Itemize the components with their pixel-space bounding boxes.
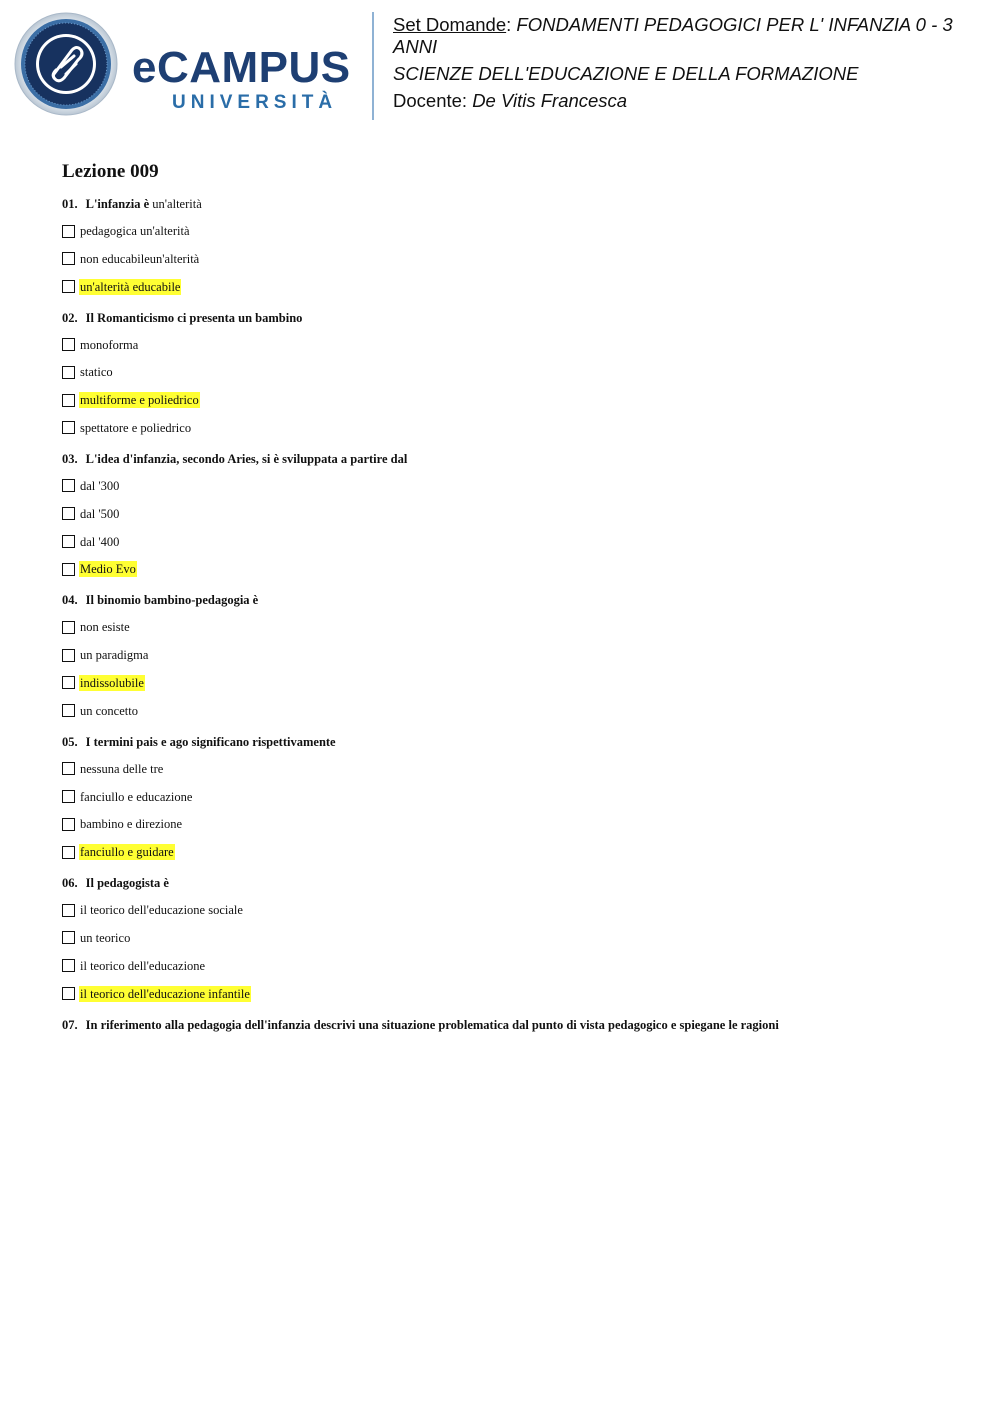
answer-checkbox[interactable] [62,790,75,803]
teacher-name: De Vitis Francesca [472,90,628,111]
answer-checkbox[interactable] [62,252,75,265]
answer-option[interactable] [62,477,962,495]
question-prompt: Il pedagogista è [85,876,169,891]
question-1 [62,196,962,296]
course-title: FONDAMENTI PEDAGOGICI PER L' INFANZIA 0 - 3 ANNI [393,14,953,57]
answer-checkbox[interactable] [62,846,75,859]
course-line [393,14,978,58]
answer-option[interactable] [62,250,962,268]
answer-label: il teorico dell'educazione [80,958,206,973]
question-number: 07. [62,1017,78,1032]
answer-label: un paradigma [80,648,149,663]
university-seal-icon [14,12,118,116]
question-prompt: I termini pais e ago significano rispettivamente [85,734,336,749]
answer-label: statico [80,365,113,380]
question-number: 03. [62,451,78,466]
lesson-title: Lezione 009 [62,161,159,182]
answer-label: spettatore e poliedrico [80,420,192,435]
correct-answer-label: indissolubile [80,675,144,690]
question-2 [62,310,962,437]
answer-option[interactable] [62,901,962,919]
answer-label: fanciullo e educazione [80,789,193,804]
answer-checkbox[interactable] [62,280,75,293]
answer-checkbox[interactable] [62,563,75,576]
answer-option[interactable] [62,618,962,636]
question-3 [62,451,962,578]
question-prompt-continued: un'alterità [152,197,202,211]
question-6 [62,875,962,1002]
correct-answer-label: fanciullo e guidare [80,845,174,860]
question-7 [62,1017,962,1033]
question-prompt: L'infanzia è [85,197,150,211]
answer-checkbox[interactable] [62,535,75,548]
answer-checkbox[interactable] [62,818,75,831]
answer-checkbox[interactable] [62,421,75,434]
answer-option[interactable] [62,674,962,692]
answer-label: monoforma [80,337,139,352]
answer-option[interactable] [62,646,962,664]
answer-label: dal '300 [80,478,120,493]
answer-checkbox[interactable] [62,225,75,238]
answer-checkbox[interactable] [62,987,75,1000]
answer-option[interactable] [62,222,962,240]
ecampus-logo [14,12,359,116]
teacher-line [393,90,978,112]
question-text [62,875,962,891]
answer-label: un teorico [80,930,131,945]
correct-answer-label: multiforme e poliedrico [80,393,199,408]
answer-option[interactable] [62,363,962,381]
answer-option[interactable] [62,957,962,975]
answer-label: dal '500 [80,506,120,521]
question-prompt: Il binomio bambino-pedagogia è [85,593,259,608]
set-separator: : [506,14,512,35]
answer-option[interactable] [62,843,962,861]
set-label: Set Domande [393,14,507,35]
question-number: 01. [62,197,78,211]
question-text [62,196,962,212]
question-set [62,160,962,1047]
answer-option[interactable] [62,533,962,551]
answer-option[interactable] [62,278,962,296]
question-4 [62,592,962,719]
answer-label: non educabileun'alterità [80,251,200,266]
question-list [62,196,962,1033]
question-number: 02. [62,310,78,325]
question-prompt: L'idea d'infanzia, secondo Aries, si è sviluppata a partire dal [85,451,408,466]
answer-checkbox[interactable] [62,366,75,379]
answer-option[interactable] [62,815,962,833]
question-text [62,592,962,608]
brand-name: eCAMPUS [132,43,351,92]
question-5 [62,734,962,861]
answer-option[interactable] [62,985,962,1003]
answer-label: il teorico dell'educazione sociale [80,903,243,918]
answer-option[interactable] [62,702,962,720]
answer-option[interactable] [62,760,962,778]
question-text [62,734,962,750]
answer-option[interactable] [62,391,962,409]
correct-answer-label: il teorico dell'educazione infantile [80,986,250,1001]
document-header-info [393,14,978,112]
answer-checkbox[interactable] [62,704,75,717]
answer-checkbox[interactable] [62,649,75,662]
answer-checkbox[interactable] [62,931,75,944]
question-number: 05. [62,734,78,749]
answer-option[interactable] [62,419,962,437]
answer-checkbox[interactable] [62,507,75,520]
degree-program: SCIENZE DELL'EDUCAZIONE E DELLA FORMAZIONE [393,63,859,84]
answer-checkbox[interactable] [62,479,75,492]
question-text [62,1017,962,1033]
answer-checkbox[interactable] [62,394,75,407]
question-text [62,310,962,326]
answer-checkbox[interactable] [62,762,75,775]
correct-answer-label: un'alterità educabile [80,279,181,294]
question-number: 06. [62,876,78,891]
answer-option[interactable] [62,505,962,523]
teacher-label: Docente: [393,90,468,111]
answer-option[interactable] [62,336,962,354]
answer-label: nessuna delle tre [80,761,164,776]
answer-label: bambino e direzione [80,817,183,832]
answer-label: dal '400 [80,534,120,549]
answer-checkbox[interactable] [62,621,75,634]
brand-subtitle: UNIVERSITÀ [172,92,338,113]
answer-checkbox[interactable] [62,904,75,917]
question-text [62,451,962,467]
answer-label: un concetto [80,703,138,718]
answer-label: pedagogica un'alterità [80,224,190,238]
header-divider [372,12,374,120]
answer-option[interactable] [62,929,962,947]
question-prompt: In riferimento alla pedagogia dell'infanzia descrivi una situazione problematica dal punto di vista pedagogico e spiegane le ragioni [85,1017,779,1032]
question-prompt: Il Romanticismo ci presenta un bambino [85,310,303,325]
correct-answer-label: Medio Evo [80,562,136,577]
answer-checkbox[interactable] [62,676,75,689]
answer-option[interactable] [62,560,962,578]
answer-option[interactable] [62,788,962,806]
answer-label: non esiste [80,620,130,635]
question-number: 04. [62,593,78,608]
answer-checkbox[interactable] [62,338,75,351]
answer-checkbox[interactable] [62,959,75,972]
